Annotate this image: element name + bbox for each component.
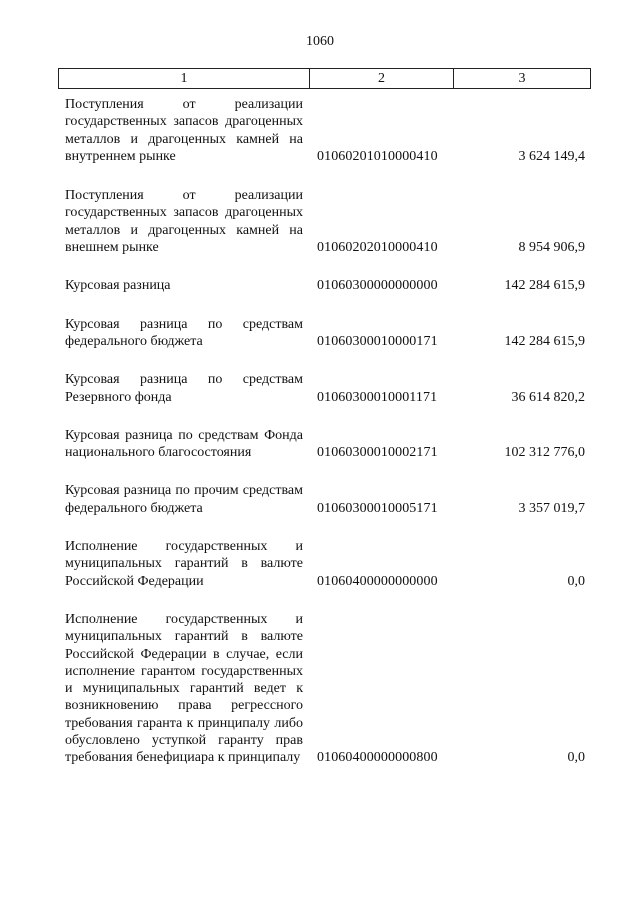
table-row	[0, 427, 640, 462]
row-code: 01060400000000000	[317, 573, 438, 589]
row-code: 01060201010000410	[317, 148, 438, 164]
row-name: Курсовая разница по прочим средствам федерального бюджета	[65, 483, 303, 516]
table-row	[0, 538, 640, 590]
row-amount: 3 624 149,4	[518, 148, 585, 164]
row-code: 01060300000000000	[317, 278, 438, 294]
row-name: Исполнение государственных и муниципальных гарантий в валюте Российской Федерации в случае, если исполнение гарантом государственных и муниципальных гарантий ведет к возникновению права регрессного требования гаранта к принципалу либо обусловлено уступкой гаранту прав требования бенефициара к принципалу	[65, 611, 303, 766]
row-code: 01060300010005171	[317, 500, 438, 516]
table-row	[0, 187, 640, 256]
row-code: 01060300010002171	[317, 445, 438, 461]
page-number: 1060	[306, 34, 334, 49]
row-name: Курсовая разница по средствам Резервного фонда	[65, 372, 303, 405]
table-row	[0, 482, 640, 517]
row-amount: 142 284 615,9	[504, 278, 585, 294]
row-amount: 0,0	[567, 573, 585, 589]
row-name: Курсовая разница по средствам федерального бюджета	[65, 316, 303, 349]
header-col-2: 2	[310, 69, 454, 88]
table-row	[0, 96, 640, 165]
row-code: 01060400000000800	[317, 750, 438, 766]
header-col-3: 3	[518, 70, 526, 86]
row-amount: 142 284 615,9	[504, 333, 585, 349]
row-amount: 36 614 820,2	[511, 389, 585, 405]
row-name: Поступления от реализации государственных запасов драгоценных металлов и драгоценных камней на внутреннем рынке	[65, 97, 303, 164]
header-col-1: 1	[59, 69, 310, 88]
row-amount: 102 312 776,0	[504, 445, 585, 461]
table-row	[0, 316, 640, 351]
row-amount: 0,0	[567, 750, 585, 766]
table-row	[0, 277, 640, 294]
table-row	[0, 611, 640, 767]
row-code: 01060202010000410	[317, 240, 438, 256]
table-body	[0, 96, 640, 767]
row-name: Курсовая разница	[65, 278, 171, 294]
table-row	[0, 371, 640, 406]
row-amount: 8 954 906,9	[518, 240, 585, 256]
row-name: Исполнение государственных и муниципальных гарантий в валюте Российской Федерации	[65, 539, 303, 589]
row-name: Поступления от реализации государственных запасов драгоценных металлов и драгоценных камней на внешнем рынке	[65, 188, 303, 256]
row-name: Курсовая разница по средствам Фонда национального благосостояния	[65, 427, 303, 461]
row-code: 01060300010001171	[317, 389, 438, 405]
row-code: 01060300010000171	[317, 333, 438, 349]
table-header	[58, 68, 591, 89]
row-amount: 3 357 019,7	[518, 500, 585, 516]
